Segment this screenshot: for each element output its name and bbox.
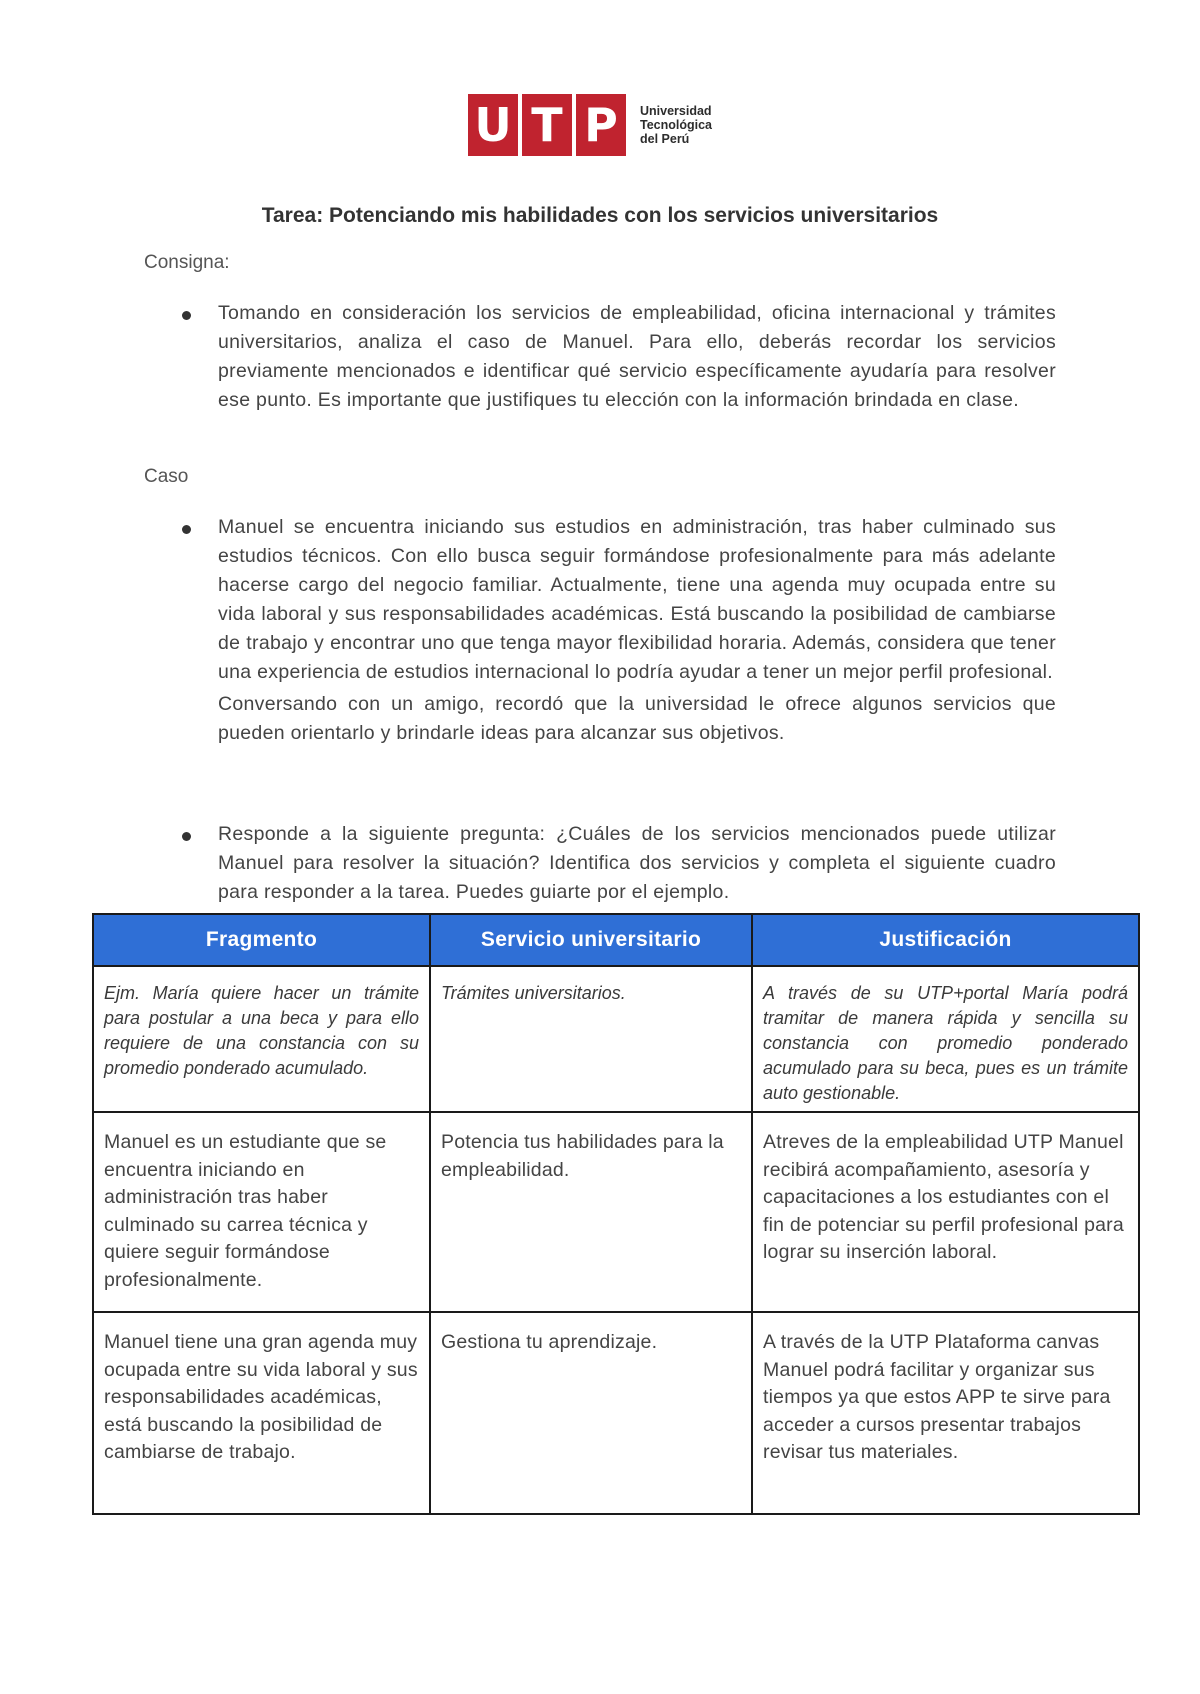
row2-servicio: Gestiona tu aprendizaje. [430, 1312, 752, 1514]
table-row-example [93, 966, 1139, 1112]
header-fragmento: Fragmento [93, 914, 430, 966]
logo-wordmark [640, 104, 712, 146]
header-servicio: Servicio universitario [430, 914, 752, 966]
example-fragmento: Ejm. María quiere hacer un trámite para postular a una beca y para ello requiere de una constancia con su promedio ponderado acumulado. [93, 966, 430, 1112]
services-table [92, 913, 1140, 1515]
logo-letter-p: P [584, 98, 618, 152]
logo-letter-u: U [474, 98, 512, 152]
example-justificacion: A través de su UTP+portal María podrá tramitar de manera rápida y sencilla su constancia con promedio ponderado acumulado para su beca, pues es un trámite auto gestionable. [752, 966, 1139, 1112]
caso-paragraph-2: Conversando con un amigo, recordó que la universidad le ofrece algunos servicios que pueden orientarlo y brindarle ideas para alcanzar sus objetivos. [218, 693, 1056, 744]
row1-servicio: Potencia tus habilidades para la empleabilidad. [430, 1112, 752, 1312]
row1-justificacion: Atreves de la empleabilidad UTP Manuel recibirá acompañamiento, asesoría y capacitaciones a los estudiantes con el fin de potenciar su perfil profesional para lograr su inserción laboral. [752, 1112, 1139, 1312]
consigna-bullet [218, 299, 1056, 415]
header-justificacion: Justificación [752, 914, 1139, 966]
pregunta-bullet [218, 820, 1056, 907]
bullet-icon [182, 525, 191, 534]
row2-fragmento: Manuel tiene una gran agenda muy ocupada entre su vida laboral y sus responsabilidades académicas, está buscando la posibilidad de cambiarse de trabajo. [93, 1312, 430, 1514]
consigna-text: Tomando en consideración los servicios de empleabilidad, oficina internacional y trámites universitarios, analiza el caso de Manuel. Para ello, deberás recordar los servicios previamente mencionados e identificar qué servicio específicamente ayudaría para resolver ese punto. Es importante que justifiques tu elección con la información brindada en clase. [218, 302, 1056, 411]
bullet-icon [182, 311, 191, 320]
logo-line-1: Universidad [640, 104, 712, 118]
utp-logo [468, 94, 712, 156]
table-row [93, 1312, 1139, 1514]
caso-paragraph-1: Manuel se encuentra iniciando sus estudios en administración, tras haber culminado sus estudios técnicos. Con ello busca seguir formándose profesionalmente para más adelante hacerse cargo del negocio familiar. Actualmente, tiene una agenda muy ocupada entre su vida laboral y sus responsabilidades académicas. Está buscando la posibilidad de cambiarse de trabajo y encontrar uno que tenga mayor flexibilidad horaria. Además, considera que tener una experiencia de estudios internacional lo podría ayudar a tener un mejor perfil profesional. [218, 516, 1056, 683]
utp-logo-mark [468, 94, 626, 156]
pregunta-text: Responde a la siguiente pregunta: ¿Cuáles de los servicios mencionados puede utilizar Manuel para resolver la situación? Identifica dos servicios y completa el siguiente cuadro para responder a la tarea. Puedes guiarte por el ejemplo. [218, 823, 1056, 903]
bullet-icon [182, 832, 191, 841]
row1-fragmento: Manuel es un estudiante que se encuentra iniciando en administración tras haber culminado su carrea técnica y quiere seguir formándose profesionalmente. [93, 1112, 430, 1312]
consigna-label: Consigna: [144, 252, 230, 273]
page-title: Tarea: Potenciando mis habilidades con los servicios universitarios [261, 204, 939, 227]
caso-label: Caso [144, 466, 189, 487]
logo-letter-t: T [531, 98, 563, 152]
caso-bullet [218, 513, 1056, 748]
logo-line-2: Tecnológica [640, 118, 713, 132]
row2-justificacion: A través de la UTP Plataforma canvas Manuel podrá facilitar y organizar sus tiempos ya que estos APP te sirve para acceder a cursos presentar trabajos revisar tus materiales. [752, 1312, 1139, 1514]
table-header-row [93, 914, 1139, 966]
table-row [93, 1112, 1139, 1312]
example-servicio: Trámites universitarios. [430, 966, 752, 1112]
logo-line-3: del Perú [640, 132, 690, 146]
